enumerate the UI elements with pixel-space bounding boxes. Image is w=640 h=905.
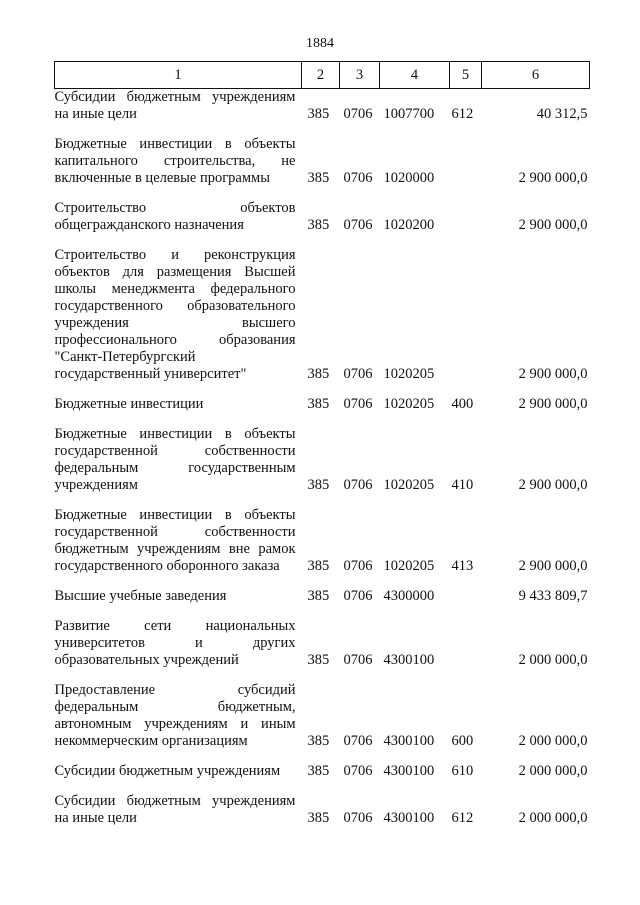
ministry-code: 385 bbox=[307, 763, 330, 779]
amount: 2 000 000,0 bbox=[518, 810, 588, 826]
expense-type-code: 610 bbox=[451, 763, 474, 779]
table-header-row bbox=[55, 62, 590, 89]
description-line: включенные в целевые программы bbox=[54, 170, 270, 186]
description-line: Субсидии бюджетным учреждениям bbox=[54, 89, 296, 105]
target-article-code: 4300100 bbox=[383, 810, 435, 826]
spacer-cell bbox=[55, 605, 590, 618]
spacer-cell bbox=[55, 750, 590, 763]
row-description bbox=[55, 682, 302, 750]
row-description bbox=[55, 618, 302, 669]
target-article-code: 1007700 bbox=[383, 106, 435, 122]
section-code: 0706 bbox=[343, 106, 373, 122]
description-line: на иные цели bbox=[54, 106, 137, 122]
section-code: 0706 bbox=[343, 170, 373, 186]
description-line: автономным учреждениям и иным bbox=[54, 716, 296, 732]
description-line: Бюджетные инвестиции в объекты bbox=[54, 136, 296, 152]
table-row bbox=[55, 89, 590, 124]
spacer-cell bbox=[55, 187, 590, 200]
amount: 2 000 000,0 bbox=[518, 652, 588, 668]
ministry-code: 385 bbox=[307, 366, 330, 382]
page-number: 1884 bbox=[306, 36, 334, 51]
amount: 9 433 809,7 bbox=[518, 588, 588, 604]
expense-type-code: 413 bbox=[451, 558, 474, 574]
target-article-code: 1020000 bbox=[383, 170, 435, 186]
table-row bbox=[55, 136, 590, 187]
table-row bbox=[55, 200, 590, 234]
target-article-code: 1020205 bbox=[383, 396, 435, 412]
table-row bbox=[55, 793, 590, 827]
ministry-code: 385 bbox=[307, 588, 330, 604]
row-spacer bbox=[55, 669, 590, 682]
description-line: государственной собственности bbox=[54, 443, 296, 459]
row-spacer bbox=[55, 750, 590, 763]
amount: 40 312,5 bbox=[536, 106, 588, 122]
column-header: 1 bbox=[55, 62, 302, 89]
amount: 2 900 000,0 bbox=[518, 217, 588, 233]
description-line: федеральным бюджетным, bbox=[54, 699, 296, 715]
description-line: некоммерческим организациям bbox=[54, 733, 248, 749]
spacer-cell bbox=[55, 413, 590, 426]
section-code: 0706 bbox=[343, 733, 373, 749]
table-row bbox=[55, 247, 590, 383]
expense-type-code bbox=[450, 618, 482, 669]
row-spacer bbox=[55, 605, 590, 618]
expense-type-code: 612 bbox=[451, 810, 474, 826]
target-article-code: 1020205 bbox=[383, 366, 435, 382]
spacer-cell bbox=[55, 669, 590, 682]
section-code: 0706 bbox=[343, 652, 373, 668]
description-line: государственного оборонного заказа bbox=[54, 558, 280, 574]
row-description bbox=[55, 426, 302, 494]
row-description bbox=[55, 136, 302, 187]
ministry-code: 385 bbox=[307, 477, 330, 493]
spacer-cell bbox=[55, 494, 590, 507]
row-description bbox=[55, 763, 302, 780]
amount: 2 900 000,0 bbox=[518, 170, 588, 186]
target-article-code: 4300100 bbox=[383, 733, 435, 749]
amount: 2 900 000,0 bbox=[518, 477, 588, 493]
description-line: "Санкт-Петербургский bbox=[54, 349, 196, 365]
row-description bbox=[55, 247, 302, 383]
description-line: Строительство объектов bbox=[54, 200, 296, 216]
expense-type-code: 410 bbox=[451, 477, 474, 493]
row-spacer bbox=[55, 123, 590, 136]
table-row bbox=[55, 682, 590, 750]
expense-type-code bbox=[450, 136, 482, 187]
description-line: учреждения высшего bbox=[54, 315, 296, 331]
column-header: 3 bbox=[340, 62, 380, 89]
row-spacer bbox=[55, 575, 590, 588]
description-line: на иные цели bbox=[54, 810, 137, 826]
row-description bbox=[55, 200, 302, 234]
row-description bbox=[55, 588, 302, 605]
column-header: 4 bbox=[380, 62, 450, 89]
amount: 2 000 000,0 bbox=[518, 733, 588, 749]
expense-type-code: 612 bbox=[451, 106, 474, 122]
description-line: Субсидии бюджетным учреждениям bbox=[54, 793, 296, 809]
column-header: 2 bbox=[302, 62, 340, 89]
description-line: государственного образовательного bbox=[54, 298, 296, 314]
expense-type-code: 600 bbox=[451, 733, 474, 749]
amount: 2 900 000,0 bbox=[518, 366, 588, 382]
amount: 2 900 000,0 bbox=[518, 558, 588, 574]
ministry-code: 385 bbox=[307, 106, 330, 122]
spacer-cell bbox=[55, 123, 590, 136]
ministry-code: 385 bbox=[307, 810, 330, 826]
description-line: объектов для размещения Высшей bbox=[54, 264, 296, 280]
description-line: государственной собственности bbox=[54, 524, 296, 540]
table-row bbox=[55, 507, 590, 575]
target-article-code: 4300000 bbox=[383, 588, 435, 604]
target-article-code: 1020200 bbox=[383, 217, 435, 233]
expense-type-code bbox=[450, 247, 482, 383]
row-description bbox=[55, 793, 302, 827]
row-spacer bbox=[55, 780, 590, 793]
description-line: общегражданского назначения bbox=[54, 217, 244, 233]
column-header: 5 bbox=[450, 62, 482, 89]
section-code: 0706 bbox=[343, 810, 373, 826]
description-line: Предоставление субсидий bbox=[54, 682, 296, 698]
spacer-cell bbox=[55, 234, 590, 247]
description-line: Высшие учебные заведения bbox=[54, 588, 227, 604]
row-spacer bbox=[55, 413, 590, 426]
spacer-cell bbox=[55, 780, 590, 793]
spacer-cell bbox=[55, 383, 590, 396]
section-code: 0706 bbox=[343, 477, 373, 493]
description-line: Субсидии бюджетным учреждениям bbox=[54, 763, 281, 779]
description-line: профессионального образования bbox=[54, 332, 296, 348]
section-code: 0706 bbox=[343, 588, 373, 604]
target-article-code: 1020205 bbox=[383, 558, 435, 574]
ministry-code: 385 bbox=[307, 652, 330, 668]
description-line: Бюджетные инвестиции в объекты bbox=[54, 426, 296, 442]
table-row bbox=[55, 763, 590, 780]
target-article-code: 1020205 bbox=[383, 477, 435, 493]
description-line: образовательных учреждений bbox=[54, 652, 239, 668]
row-spacer bbox=[55, 234, 590, 247]
row-description bbox=[55, 507, 302, 575]
description-line: Строительство и реконструкция bbox=[54, 247, 296, 263]
table-row bbox=[55, 618, 590, 669]
description-line: федеральным государственным bbox=[54, 460, 296, 476]
description-line: капитального строительства, не bbox=[54, 153, 296, 169]
section-code: 0706 bbox=[343, 763, 373, 779]
description-line: Бюджетные инвестиции bbox=[54, 396, 204, 412]
row-spacer bbox=[55, 494, 590, 507]
target-article-code: 4300100 bbox=[383, 763, 435, 779]
ministry-code: 385 bbox=[307, 396, 330, 412]
description-line: государственный университет" bbox=[54, 366, 247, 382]
expense-type-code: 400 bbox=[451, 396, 474, 412]
expense-type-code bbox=[450, 200, 482, 234]
row-description bbox=[55, 89, 302, 124]
description-line: Бюджетные инвестиции в объекты bbox=[54, 507, 296, 523]
table-row bbox=[55, 396, 590, 413]
description-line: университетов и других bbox=[54, 635, 296, 651]
description-line: бюджетным учреждениям вне рамок bbox=[54, 541, 296, 557]
table-row bbox=[55, 588, 590, 605]
description-line: учреждениям bbox=[54, 477, 138, 493]
column-header: 6 bbox=[482, 62, 590, 89]
target-article-code: 4300100 bbox=[383, 652, 435, 668]
table-row bbox=[55, 426, 590, 494]
row-spacer bbox=[55, 383, 590, 396]
ministry-code: 385 bbox=[307, 733, 330, 749]
description-line: школы менеджмента федерального bbox=[54, 281, 296, 297]
spacer-cell bbox=[55, 575, 590, 588]
budget-table bbox=[54, 61, 590, 827]
ministry-code: 385 bbox=[307, 170, 330, 186]
expense-type-code bbox=[450, 588, 482, 605]
row-description bbox=[55, 396, 302, 413]
description-line: Развитие сети национальных bbox=[54, 618, 296, 634]
section-code: 0706 bbox=[343, 366, 373, 382]
row-spacer bbox=[55, 187, 590, 200]
amount: 2 000 000,0 bbox=[518, 763, 588, 779]
ministry-code: 385 bbox=[307, 217, 330, 233]
section-code: 0706 bbox=[343, 558, 373, 574]
section-code: 0706 bbox=[343, 217, 373, 233]
section-code: 0706 bbox=[343, 396, 373, 412]
amount: 2 900 000,0 bbox=[518, 396, 588, 412]
ministry-code: 385 bbox=[307, 558, 330, 574]
